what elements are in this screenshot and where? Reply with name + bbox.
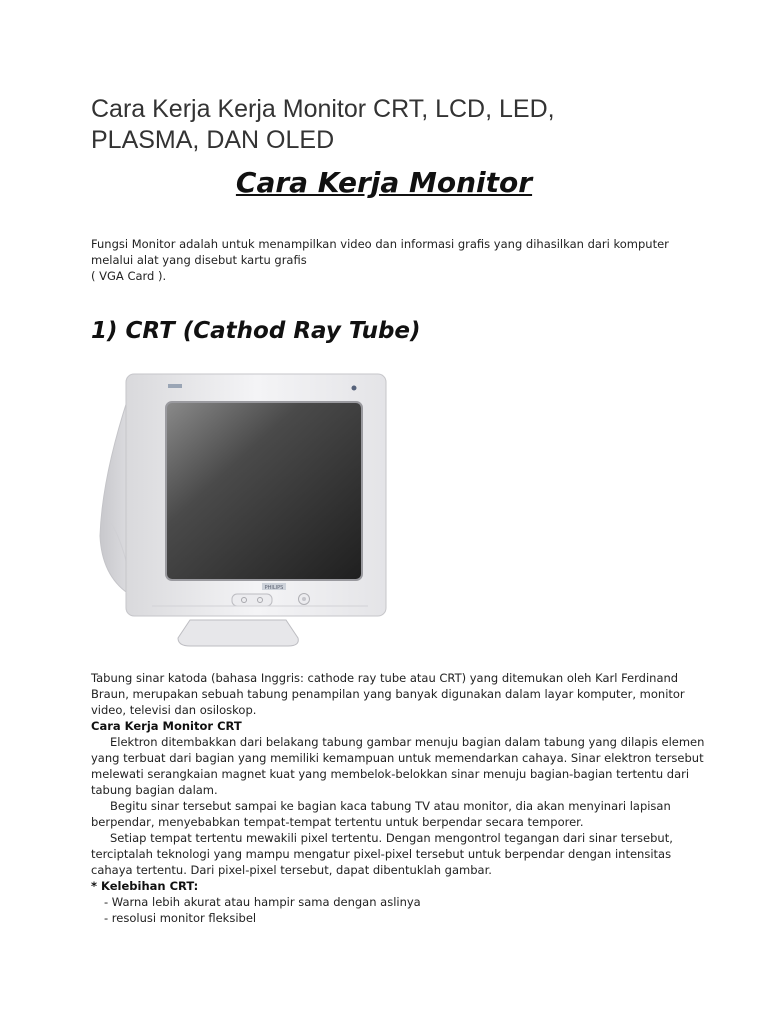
- paragraph-line: yang terbuat dari bagian yang memiliki kemampuan untuk memendarkan cahaya. Sinar elektron tersebut: [91, 751, 704, 765]
- paragraph-line: Begitu sinar tersebut sampai ke bagian kaca tabung TV atau monitor, dia akan menyinari lapisan: [110, 799, 671, 813]
- section-heading-crt: 1) CRT (Cathod Ray Tube): [91, 318, 421, 344]
- paragraph-line: melewati serangkaian magnet kuat yang membelok-belokkan sinar menuju bagian-bagian tertentu dari: [91, 767, 690, 781]
- paragraph-line: tabung bagian dalam.: [91, 783, 218, 797]
- intro-paragraph: [91, 236, 671, 284]
- paragraph-line: terciptalah teknologi yang mampu mengatur pixel-pixel tersebut untuk berpendar dengan intensitas: [91, 847, 672, 861]
- crt-desc-line: Braun, merupakan sebuah tabung penampilan yang banyak digunakan dalam layar komputer, monitor: [91, 687, 685, 701]
- document-title-line-1: Cara Kerja Kerja Monitor CRT, LCD, LED,: [91, 95, 555, 123]
- crt-body-text: [91, 670, 705, 926]
- document-title: [91, 94, 711, 156]
- intro-line: melalui alat yang disebut kartu grafis: [91, 253, 307, 267]
- advantage-item: - resolusi monitor fleksibel: [104, 911, 257, 925]
- crt-desc-line: video, televisi dan osiloskop.: [91, 703, 257, 717]
- monitor-brand-label: PHILIPS: [264, 585, 284, 591]
- intro-line: Fungsi Monitor adalah untuk menampilkan video dan informasi grafis yang dihasilkan dari komputer: [91, 237, 669, 251]
- paragraph-line: Elektron ditembakkan dari belakang tabung gambar menuju bagian dalam tabung yang dilapis elemen: [110, 735, 705, 749]
- crt-desc-line: Tabung sinar katoda (bahasa Inggris: cathode ray tube atau CRT) yang ditemukan oleh Karl Ferdinand: [91, 671, 679, 685]
- intro-line: ( VGA Card ).: [91, 269, 167, 283]
- advantages-heading: * Kelebihan CRT:: [91, 879, 199, 893]
- main-heading: Cara Kerja Monitor: [235, 166, 533, 199]
- advantage-item: - Warna lebih akurat atau hampir sama dengan aslinya: [104, 895, 421, 909]
- crt-how-heading: Cara Kerja Monitor CRT: [91, 719, 242, 733]
- document-title-line-2: PLASMA, DAN OLED: [91, 126, 335, 154]
- paragraph-line: cahaya tertentu. Dari pixel-pixel tersebut, dapat dibentuklah gambar.: [91, 863, 492, 877]
- paragraph-line: berpendar, menyebabkan tempat-tempat tertentu untuk berpendar secara temporer.: [91, 815, 584, 829]
- paragraph-line: Setiap tempat tertentu mewakili pixel tertentu. Dengan mengontrol tegangan dari sinar tersebut,: [110, 831, 673, 845]
- crt-monitor-icon: [92, 368, 412, 654]
